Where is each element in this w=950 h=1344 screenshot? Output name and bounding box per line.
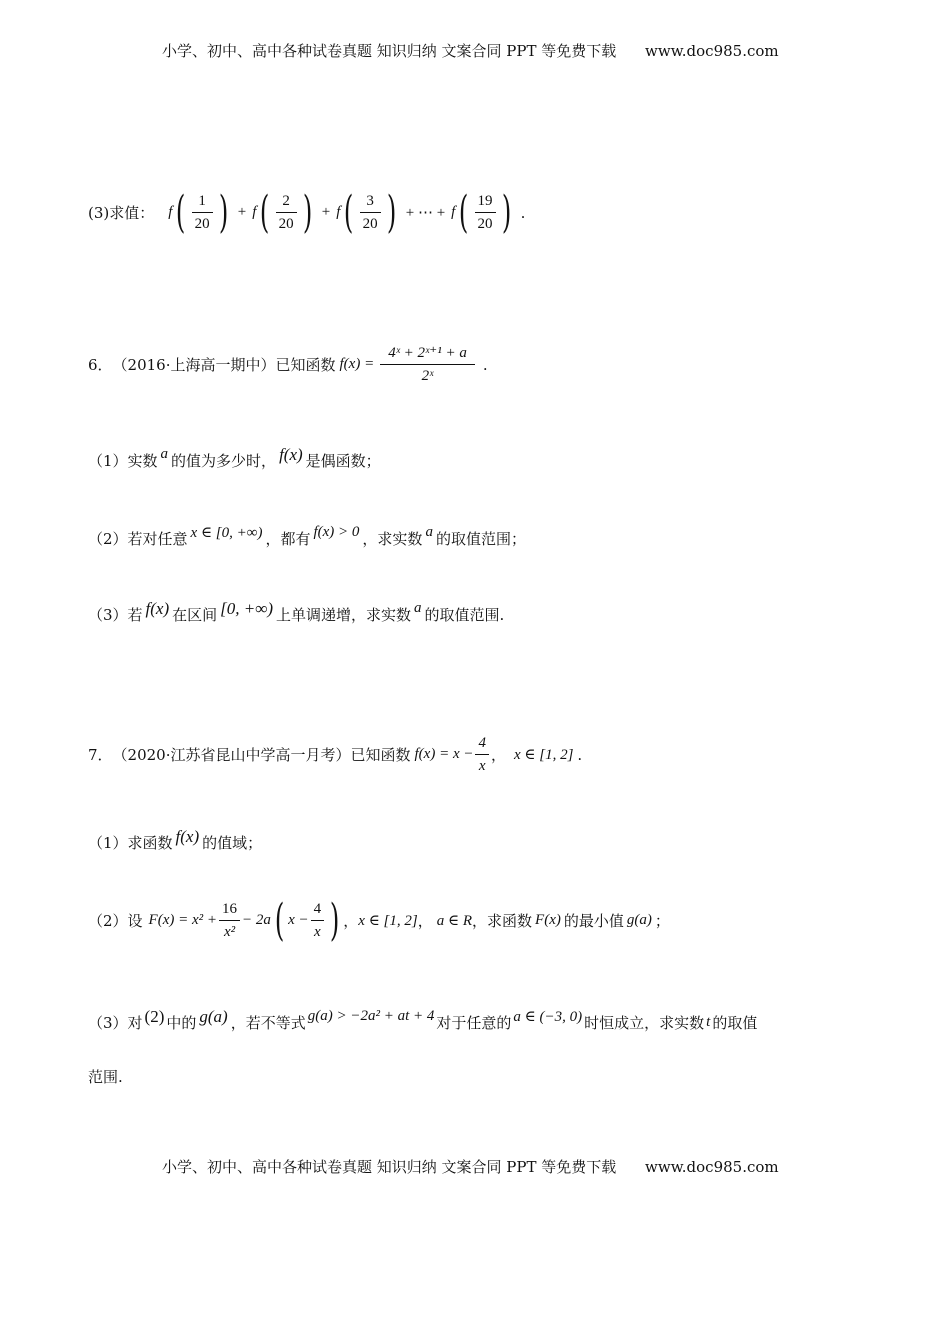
fraction-1-20: $\frac{1}{20}$ — [192, 190, 213, 235]
q6-fraction: $\frac{\text{4ˣ + 2ˣ⁺¹ + a}}{\text{2ˣ}}$ — [380, 342, 475, 387]
q6-number: 6． — [88, 356, 113, 374]
q6-part1: （1）实数 a 的值为多少时， f(x) 是偶函数； — [88, 444, 381, 470]
term-f-2: f — [252, 204, 257, 220]
q7-part2-inner-fraction: $\frac{4}{x}$ — [311, 898, 325, 943]
fraction-19-20: $\frac{19}{20}$ — [475, 190, 496, 235]
q7-source: （2020·江苏省昆山中学高一月考）已知函数 — [112, 746, 411, 764]
header-url: www.doc985.com — [645, 42, 779, 60]
footer-text: 小学、初中、高中各种试卷真题 知识归纳 文案合同 PPT 等免费下载 — [162, 1158, 617, 1176]
q7-fraction: $\frac{4}{x}$ — [475, 732, 489, 777]
page-footer — [162, 1156, 779, 1177]
q7-part3: （3）对 (2) 中的 g(a) ，若不等式 g(a) > −2a² + at + 4 对于任意的 a ∈ (−3, 0) 时恒成立，求实数 t 的取值 — [88, 1006, 758, 1032]
q5-part3: (3)求值： f ( $\frac{1}{20}$ ) + f ( $\frac{2}{20}$ ) + f ( $\frac{3}{20}$ ) + ⋯ + f ( $\frac{19}{20}$ ) . — [88, 186, 526, 238]
q7-stem: 7． （2020·江苏省昆山中学高一月考）已知函数 f(x) = x − $\frac{4}{x}$ ， x ∈ [1, 2] . — [88, 732, 582, 777]
q7-number: 7． — [88, 746, 113, 764]
q6-part2: （2）若对任意 x ∈ [0, +∞) ，都有 f(x) > 0 ，求实数 a 的取值范围； — [88, 524, 526, 548]
q7-part1: （1）求函数 f(x) 的值域； — [88, 826, 263, 852]
q6-stem: 6． （2016·上海高一期中）已知函数 f(x) = $\frac{\text{4ˣ + 2ˣ⁺¹ + a}}{\text{2ˣ}}$ . — [88, 342, 488, 387]
q7-part2-fraction: $\frac{16}{\text{x²}}$ — [219, 898, 240, 943]
fraction-2-20: $\frac{2}{20}$ — [276, 190, 297, 235]
footer-url: www.doc985.com — [645, 1158, 779, 1176]
q7-part2: （2）设 F(x) = x² + $\frac{16}{\text{x²}}$ − 2a ( x − $\frac{4}{x}$ ) ， x ∈ [1, 2] ， a ∈ R ，求函数 F(x) 的最小值 g(a) ； — [88, 894, 670, 946]
header-text: 小学、初中、高中各种试卷真题 知识归纳 文案合同 PPT 等免费下载 — [162, 42, 617, 60]
q6-part3: （3）若 f(x) 在区间 [0, +∞) 上单调递增，求实数 a 的取值范围. — [88, 598, 505, 624]
term-f-19: f — [451, 204, 456, 220]
q7-part3-cont: 范围. — [88, 1068, 123, 1086]
q6-func: f(x) = — [339, 356, 375, 372]
fraction-3-20: $\frac{3}{20}$ — [360, 190, 381, 235]
term-f-3: f — [336, 204, 341, 220]
term-f-1: f — [168, 204, 173, 220]
q5-part3-label: (3)求值： — [88, 204, 155, 222]
page-header — [162, 40, 779, 61]
q6-source: （2016·上海高一期中）已知函数 — [112, 356, 336, 374]
